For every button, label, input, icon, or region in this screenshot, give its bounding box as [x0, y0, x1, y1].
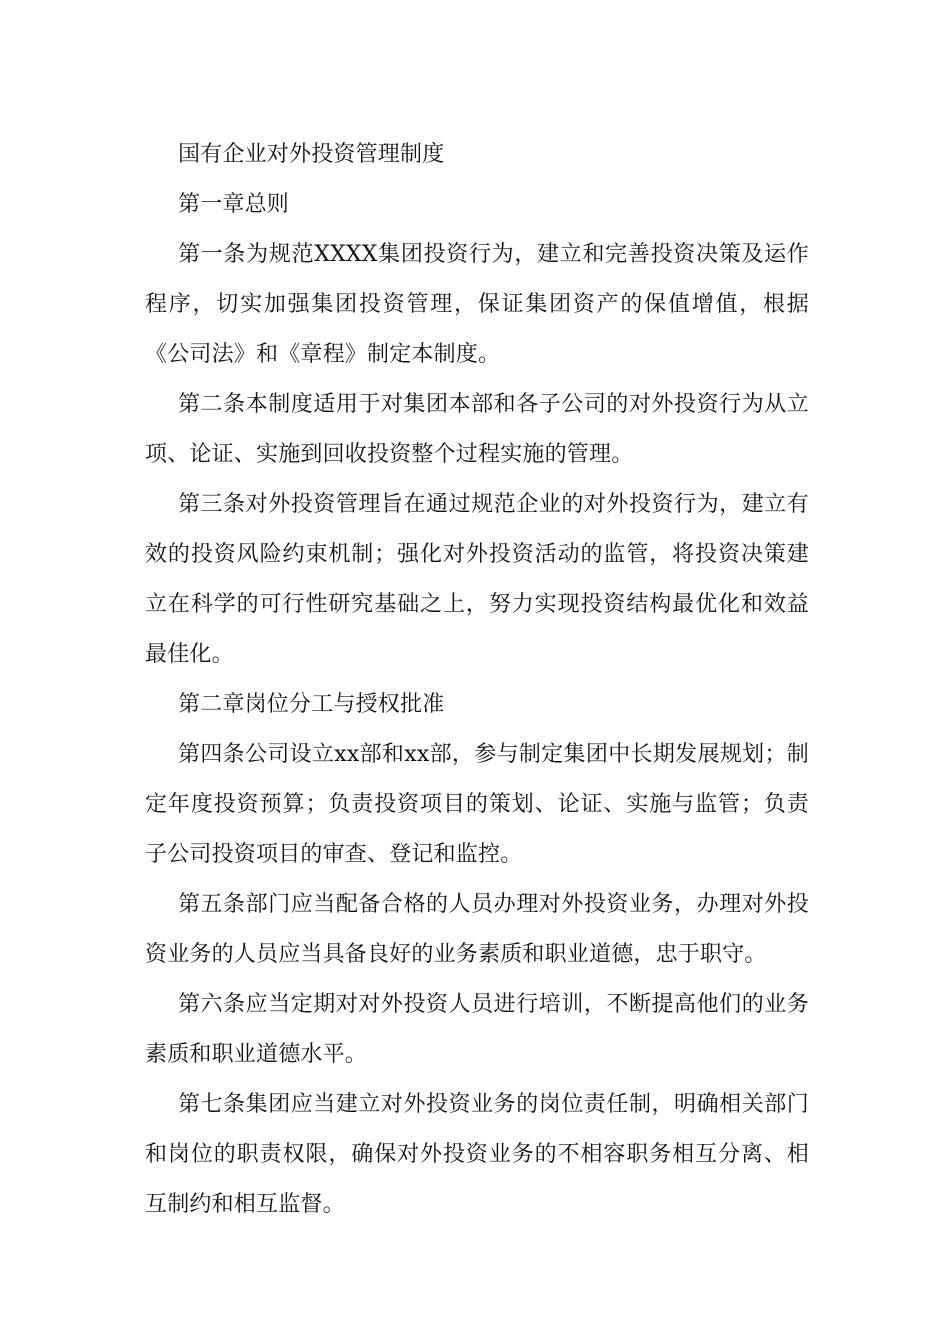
article-3: 第三条对外投资管理旨在通过规范企业的对外投资行为，建立有效的投资风险约束机制；强化对外投资活动的监管，将投资决策建立在科学的可行性研究基础之上，努力实现投资结构最优化和效益最佳化。 [145, 492, 809, 667]
chapter-2-heading: 第二章岗位分工与授权批准 [178, 692, 445, 717]
article-2: 第二条本制度适用于对集团本部和各子公司的对外投资行为从立项、论证、实施到回收投资整个过程实施的管理。 [145, 392, 809, 467]
article-6: 第六条应当定期对对外投资人员进行培训，不断提高他们的业务素质和职业道德水平。 [145, 992, 809, 1067]
article-7: 第七条集团应当建立对外投资业务的岗位责任制，明确相关部门和岗位的职责权限，确保对外投资业务的不相容职务相互分离、相互制约和相互监督。 [145, 1092, 809, 1217]
document-page [145, 130, 809, 1230]
document-title: 国有企业对外投资管理制度 [178, 142, 445, 167]
chapter-1-heading: 第一章总则 [178, 192, 290, 217]
article-5: 第五条部门应当配备合格的人员办理对外投资业务，办理对外投资业务的人员应当具备良好的业务素质和职业道德，忠于职守。 [145, 892, 809, 967]
article-4: 第四条公司设立xx部和xx部，参与制定集团中长期发展规划；制定年度投资预算；负责投资项目的策划、论证、实施与监管；负责子公司投资项目的审查、登记和监控。 [145, 742, 809, 867]
article-1: 第一条为规范XXXX集团投资行为，建立和完善投资决策及运作程序，切实加强集团投资管理，保证集团资产的保值增值，根据《公司法》和《章程》制定本制度。 [145, 242, 809, 367]
